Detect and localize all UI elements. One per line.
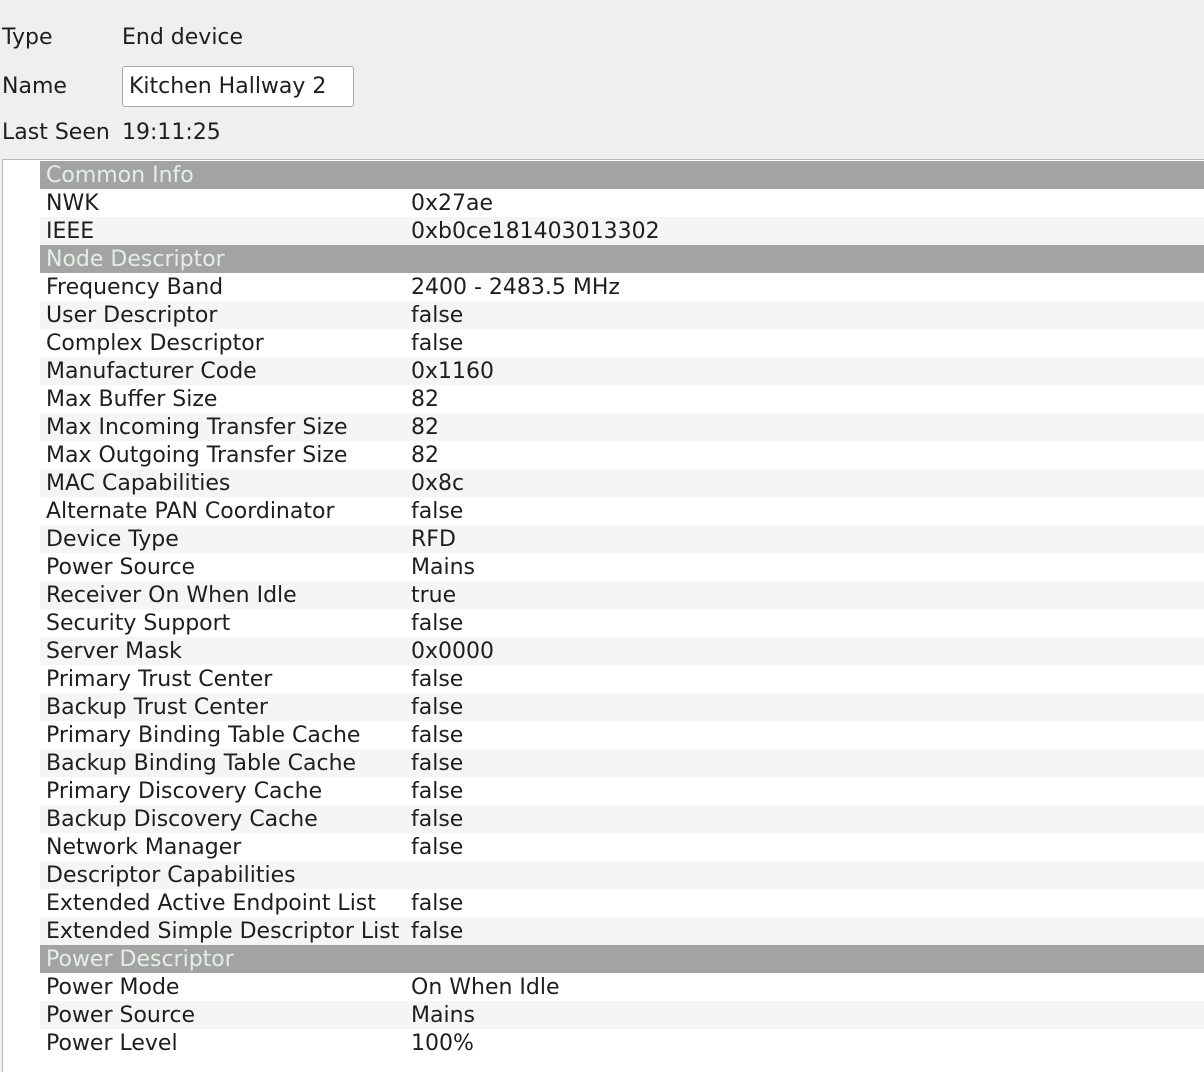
property-name: Extended Simple Descriptor List xyxy=(46,918,400,944)
property-row[interactable] xyxy=(40,833,1204,861)
property-row[interactable] xyxy=(40,973,1204,1001)
property-name: Frequency Band xyxy=(46,274,224,300)
property-name: Max Outgoing Transfer Size xyxy=(46,442,348,468)
section-header[interactable]: Node Descriptor xyxy=(40,245,1204,273)
property-row[interactable] xyxy=(40,805,1204,833)
property-name: Power Level xyxy=(46,1030,178,1056)
property-value: false xyxy=(411,890,464,916)
property-value: 0xb0ce181403013302 xyxy=(411,218,660,244)
property-name: Backup Binding Table Cache xyxy=(46,750,357,776)
property-value: false xyxy=(411,918,464,944)
property-value: false xyxy=(411,302,464,328)
property-row[interactable] xyxy=(40,721,1204,749)
property-row[interactable] xyxy=(40,385,1204,413)
property-name: Device Type xyxy=(46,526,179,552)
property-name: NWK xyxy=(46,190,99,216)
property-row[interactable] xyxy=(40,581,1204,609)
property-value: 2400 - 2483.5 MHz xyxy=(411,274,620,300)
property-name: Alternate PAN Coordinator xyxy=(46,498,335,524)
property-row[interactable] xyxy=(40,357,1204,385)
property-row[interactable] xyxy=(40,273,1204,301)
property-row[interactable] xyxy=(40,497,1204,525)
property-value: 82 xyxy=(411,442,439,468)
descriptor-tree-body xyxy=(40,161,1204,1057)
property-row[interactable] xyxy=(40,525,1204,553)
property-name: Manufacturer Code xyxy=(46,358,257,384)
property-value: false xyxy=(411,806,464,832)
property-value: false xyxy=(411,694,464,720)
type-value: End device xyxy=(122,25,244,50)
property-name: Power Source xyxy=(46,1002,196,1028)
property-value: Mains xyxy=(411,1002,475,1028)
property-row[interactable] xyxy=(40,861,1204,889)
property-value: Mains xyxy=(411,554,475,580)
name-input[interactable] xyxy=(122,66,354,107)
property-row[interactable] xyxy=(40,609,1204,637)
property-row[interactable] xyxy=(40,301,1204,329)
property-name: MAC Capabilities xyxy=(46,470,231,496)
property-row[interactable] xyxy=(40,777,1204,805)
property-name: Backup Trust Center xyxy=(46,694,268,720)
property-value: false xyxy=(411,750,464,776)
property-row[interactable] xyxy=(40,413,1204,441)
property-value: 82 xyxy=(411,386,439,412)
property-name: Primary Discovery Cache xyxy=(46,778,323,804)
property-name: Complex Descriptor xyxy=(46,330,264,356)
property-value: 82 xyxy=(411,414,439,440)
property-value: true xyxy=(411,582,457,608)
property-value: false xyxy=(411,778,464,804)
property-value: false xyxy=(411,498,464,524)
property-value: 100% xyxy=(411,1030,474,1056)
section-header[interactable]: Power Descriptor xyxy=(40,945,1204,973)
property-row[interactable] xyxy=(40,917,1204,945)
property-value: 0x8c xyxy=(411,470,465,496)
property-row[interactable] xyxy=(40,329,1204,357)
property-row[interactable] xyxy=(40,217,1204,245)
property-name: Max Buffer Size xyxy=(46,386,218,412)
type-label: Type xyxy=(2,25,53,50)
property-value: RFD xyxy=(411,526,456,552)
property-row[interactable] xyxy=(40,553,1204,581)
property-name: Power Mode xyxy=(46,974,180,1000)
property-row[interactable] xyxy=(40,665,1204,693)
property-name: Receiver On When Idle xyxy=(46,582,297,608)
property-row[interactable] xyxy=(40,441,1204,469)
property-name: Power Source xyxy=(46,554,196,580)
property-name: IEEE xyxy=(46,218,95,244)
property-row[interactable] xyxy=(40,469,1204,497)
property-name: Max Incoming Transfer Size xyxy=(46,414,348,440)
property-row[interactable] xyxy=(40,189,1204,217)
property-name: Security Support xyxy=(46,610,231,636)
property-value: false xyxy=(411,722,464,748)
property-row[interactable] xyxy=(40,693,1204,721)
property-name: Backup Discovery Cache xyxy=(46,806,318,832)
property-row[interactable] xyxy=(40,889,1204,917)
property-value: false xyxy=(411,834,464,860)
property-row[interactable] xyxy=(40,749,1204,777)
last-seen-label: Last Seen xyxy=(2,120,110,145)
property-value: false xyxy=(411,666,464,692)
property-value: On When Idle xyxy=(411,974,560,1000)
property-row[interactable] xyxy=(40,1029,1204,1057)
section-header[interactable]: Common Info xyxy=(40,161,1204,189)
property-value: 0x0000 xyxy=(411,638,495,664)
property-value: 0x27ae xyxy=(411,190,494,216)
property-name: User Descriptor xyxy=(46,302,218,328)
property-value: false xyxy=(411,330,464,356)
last-seen-value: 19:11:25 xyxy=(122,120,221,145)
name-label: Name xyxy=(2,74,67,99)
property-row[interactable] xyxy=(40,1001,1204,1029)
property-name: Network Manager xyxy=(46,834,242,860)
property-name: Primary Trust Center xyxy=(46,666,273,692)
property-value: 0x1160 xyxy=(411,358,495,384)
property-name: Primary Binding Table Cache xyxy=(46,722,361,748)
property-value: false xyxy=(411,610,464,636)
property-name: Server Mask xyxy=(46,638,182,664)
property-name: Extended Active Endpoint List xyxy=(46,890,376,916)
property-name: Descriptor Capabilities xyxy=(46,862,296,888)
property-row[interactable] xyxy=(40,637,1204,665)
descriptor-tree[interactable] xyxy=(2,159,1204,1072)
